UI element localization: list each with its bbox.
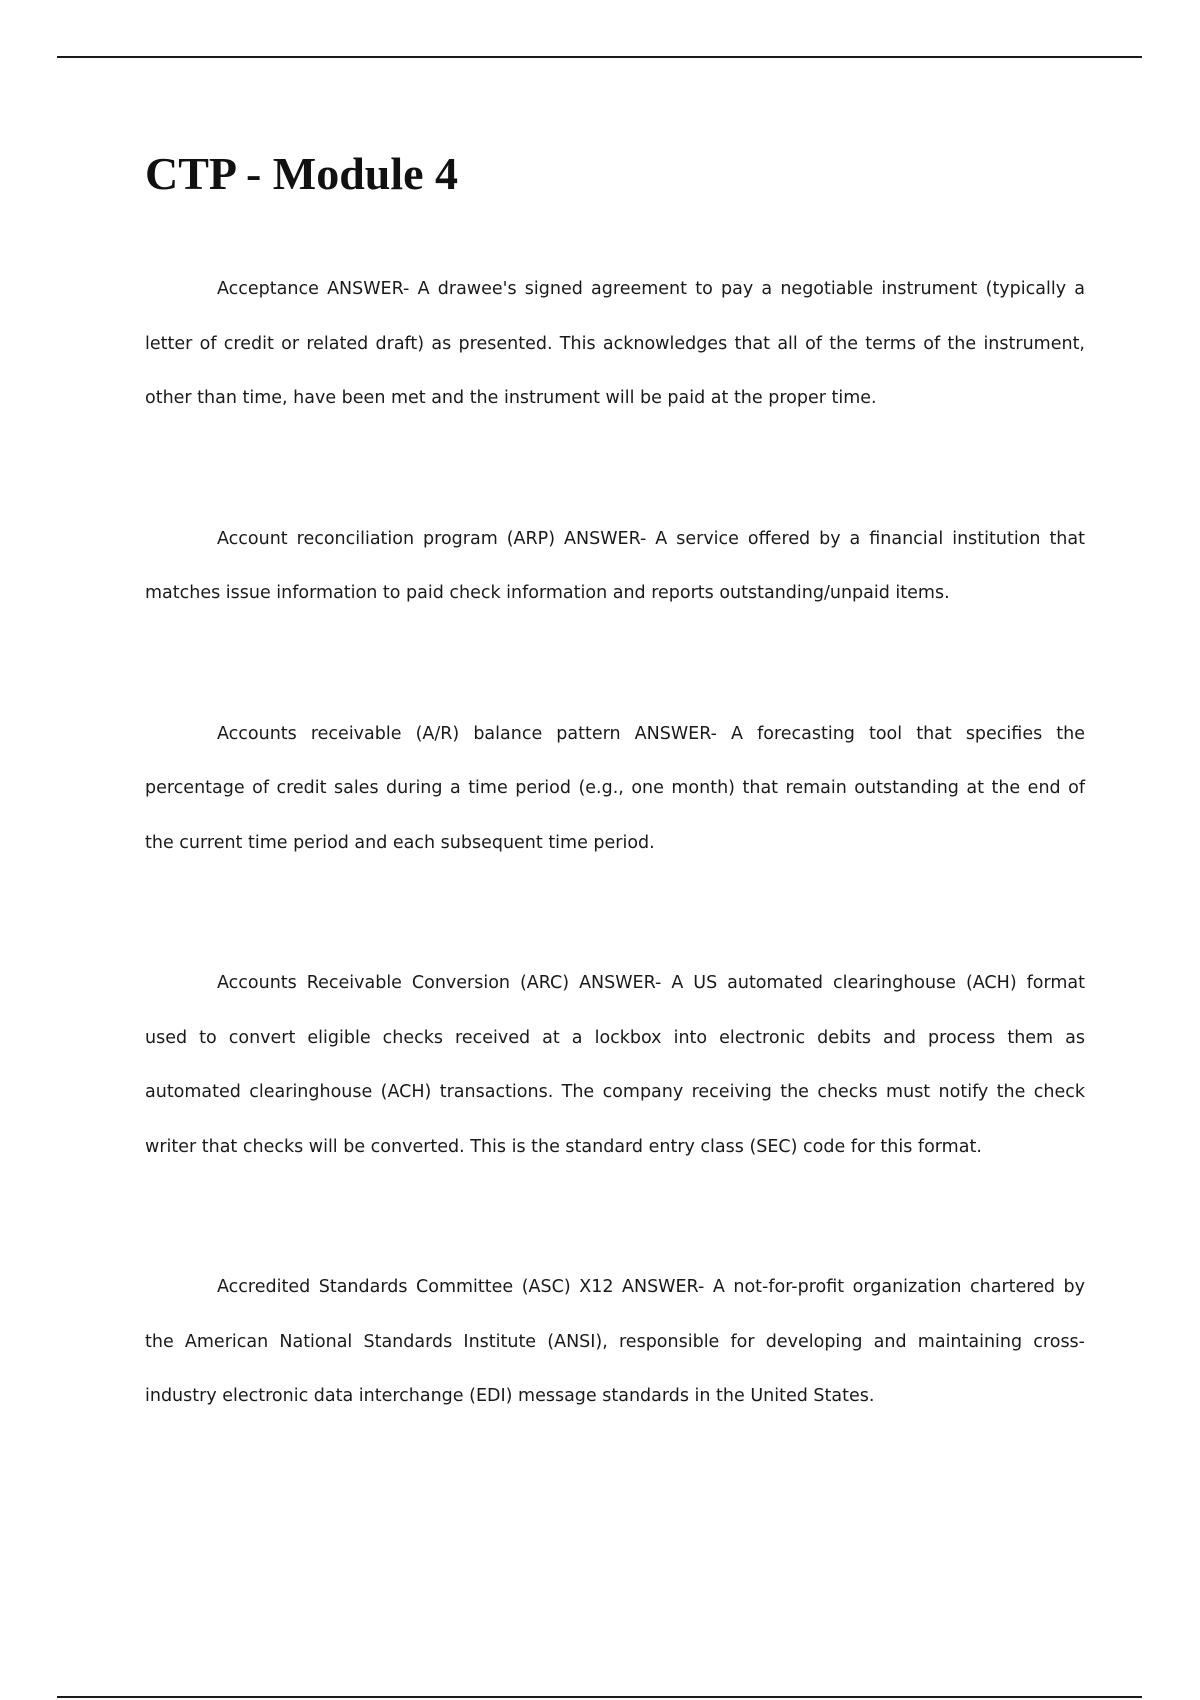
glossary-entries — [145, 262, 1085, 1424]
header-divider — [57, 56, 1142, 58]
page-title: CTP - Module 4 — [145, 148, 459, 199]
glossary-entry: Acceptance ANSWER- A drawee's signed agreement to pay a negotiable instrument (typically a letter of credit or related draft) as presented. This acknowledges that all of the terms of the instrument, other than time, have been met and the instrument will be paid at the proper time. — [145, 279, 1085, 408]
glossary-entry: Accounts Receivable Conversion (ARC) ANSWER- A US automated clearinghouse (ACH) format used to convert eligible checks received at a lockbox into electronic debits and process them as automated clearinghouse (ACH) transactions. The company receiving the checks must notify the check writer that checks will be converted. This is the standard entry class (SEC) code for this format. — [145, 973, 1085, 1157]
document-body — [145, 140, 1085, 1424]
glossary-entry: Account reconciliation program (ARP) ANSWER- A service offered by a financial institution that matches issue information to paid check information and reports outstanding/unpaid items. — [145, 528, 1085, 603]
glossary-entry: Accounts receivable (A/R) balance pattern ANSWER- A forecasting tool that specifies the percentage of credit sales during a time period (e.g., one month) that remain outstanding at the end of the current time period and each subsequent time period. — [145, 723, 1085, 853]
glossary-entry: Accredited Standards Committee (ASC) X12 ANSWER- A not-for-profit organization chartered by the American National Standards Institute (ANSI), responsible for developing and maintaining cross-industry electronic data interchange (EDI) message standards in the United States. — [145, 1277, 1085, 1406]
footer-divider — [57, 1696, 1142, 1698]
